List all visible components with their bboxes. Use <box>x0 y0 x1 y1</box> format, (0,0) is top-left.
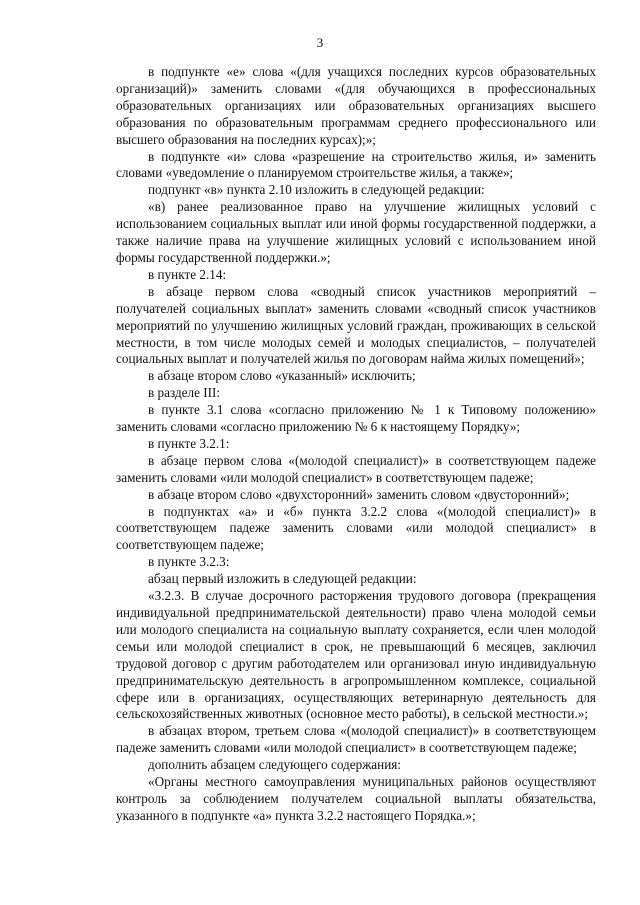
paragraph: дополнить абзацем следующего содержания: <box>148 757 402 773</box>
paragraph: в пункте 3.1 слова «согласно приложению № 1 к Типовому положению» заменить словами «согласно приложению № 6 к настоящему Порядку»; <box>116 402 596 435</box>
paragraph: в абзацах втором, третьем слова «(молодой специалист)» в соответствующем падеже заменить словами «или молодой специалист» в соответствующем падеже; <box>116 723 596 756</box>
paragraph: в абзаце втором слово «двухсторонний» заменить словом «двусторонний»; <box>148 486 570 502</box>
paragraph: в подпункте «е» слова «(для учащихся последних курсов образовательных организаций)» заменить словами «(для обучающихся в профессиональных образовательных организациях или образовательных организациях высшего образования по образовательным программам среднего профессионального или высшего образования на последних курсах);»; <box>116 64 596 147</box>
paragraph: в абзаце втором слово «указанный» исключить; <box>148 368 416 384</box>
paragraph: в абзаце первом слова «сводный список участников мероприятий – получателей социальных выплат» заменить словами «сводный список участников мероприятий по улучшению жилищных условий граждан, проживающих в сельской местности, в том числе молодых семей и молодых специалистов, – получателей социальных выплат и получателей жилья по договорам найма жилых помещений»; <box>116 283 596 367</box>
paragraph: в подпункте «и» слова «разрешение на строительство жилья, и» заменить словами «уведомление о планируемом строительстве жилья, а также»; <box>116 148 596 181</box>
document-body <box>116 64 596 825</box>
paragraph: в пункте 3.2.3: <box>148 554 230 570</box>
paragraph: «Органы местного самоуправления муниципальных районов осуществляют контроль за соблюдением получателем социальной выплаты обязательства, указанного в подпункте «а» пункта 3.2.2 настоящего Порядка.»; <box>116 774 596 823</box>
paragraph: в разделе III: <box>148 385 221 401</box>
paragraph: в пункте 2.14: <box>148 266 227 282</box>
page-number: 3 <box>316 35 324 50</box>
paragraph: в подпунктах «а» и «б» пункта 3.2.2 слова «(молодой специалист)» в соответствующем падеже заменить словами «или молодой специалист» в соответствующем падеже; <box>116 503 596 553</box>
paragraph: абзац первый изложить в следующей редакции: <box>148 571 417 587</box>
paragraph: «3.2.3. В случае досрочного расторжения трудового договора (прекращения индивидуальной предпринимательской деятельности) право члена молодой семьи или молодого специалиста на социальную выплату сохраняется, если член молодой семьи или молодой специалист в срок, не превышающий 6 месяцев, заключил трудовой договор с другим работодателем или организовал иную индивидуальную предпринимательскую деятельность в агропромышленном комплексе, социальной сфере или в организациях, осуществляющих ветеринарную деятельность для сельскохозяйственных животных (основное место работы), в сельской местности.»; <box>116 588 596 722</box>
paragraph: подпункт «в» пункта 2.10 изложить в следующей редакции: <box>148 182 485 198</box>
paragraph: в пункте 3.2.1: <box>148 435 230 451</box>
paragraph: «в) ранее реализованное право на улучшение жилищных условий с использованием социальных выплат или иной формы государственной поддержки, а также наличие права на улучшение жилищных условий с использованием иной формы государственной поддержки.»; <box>116 199 596 265</box>
paragraph: в абзаце первом слова «(молодой специалист)» в соответствующем падеже заменить словами «или молодой специалист» в соответствующем падеже; <box>116 452 596 485</box>
